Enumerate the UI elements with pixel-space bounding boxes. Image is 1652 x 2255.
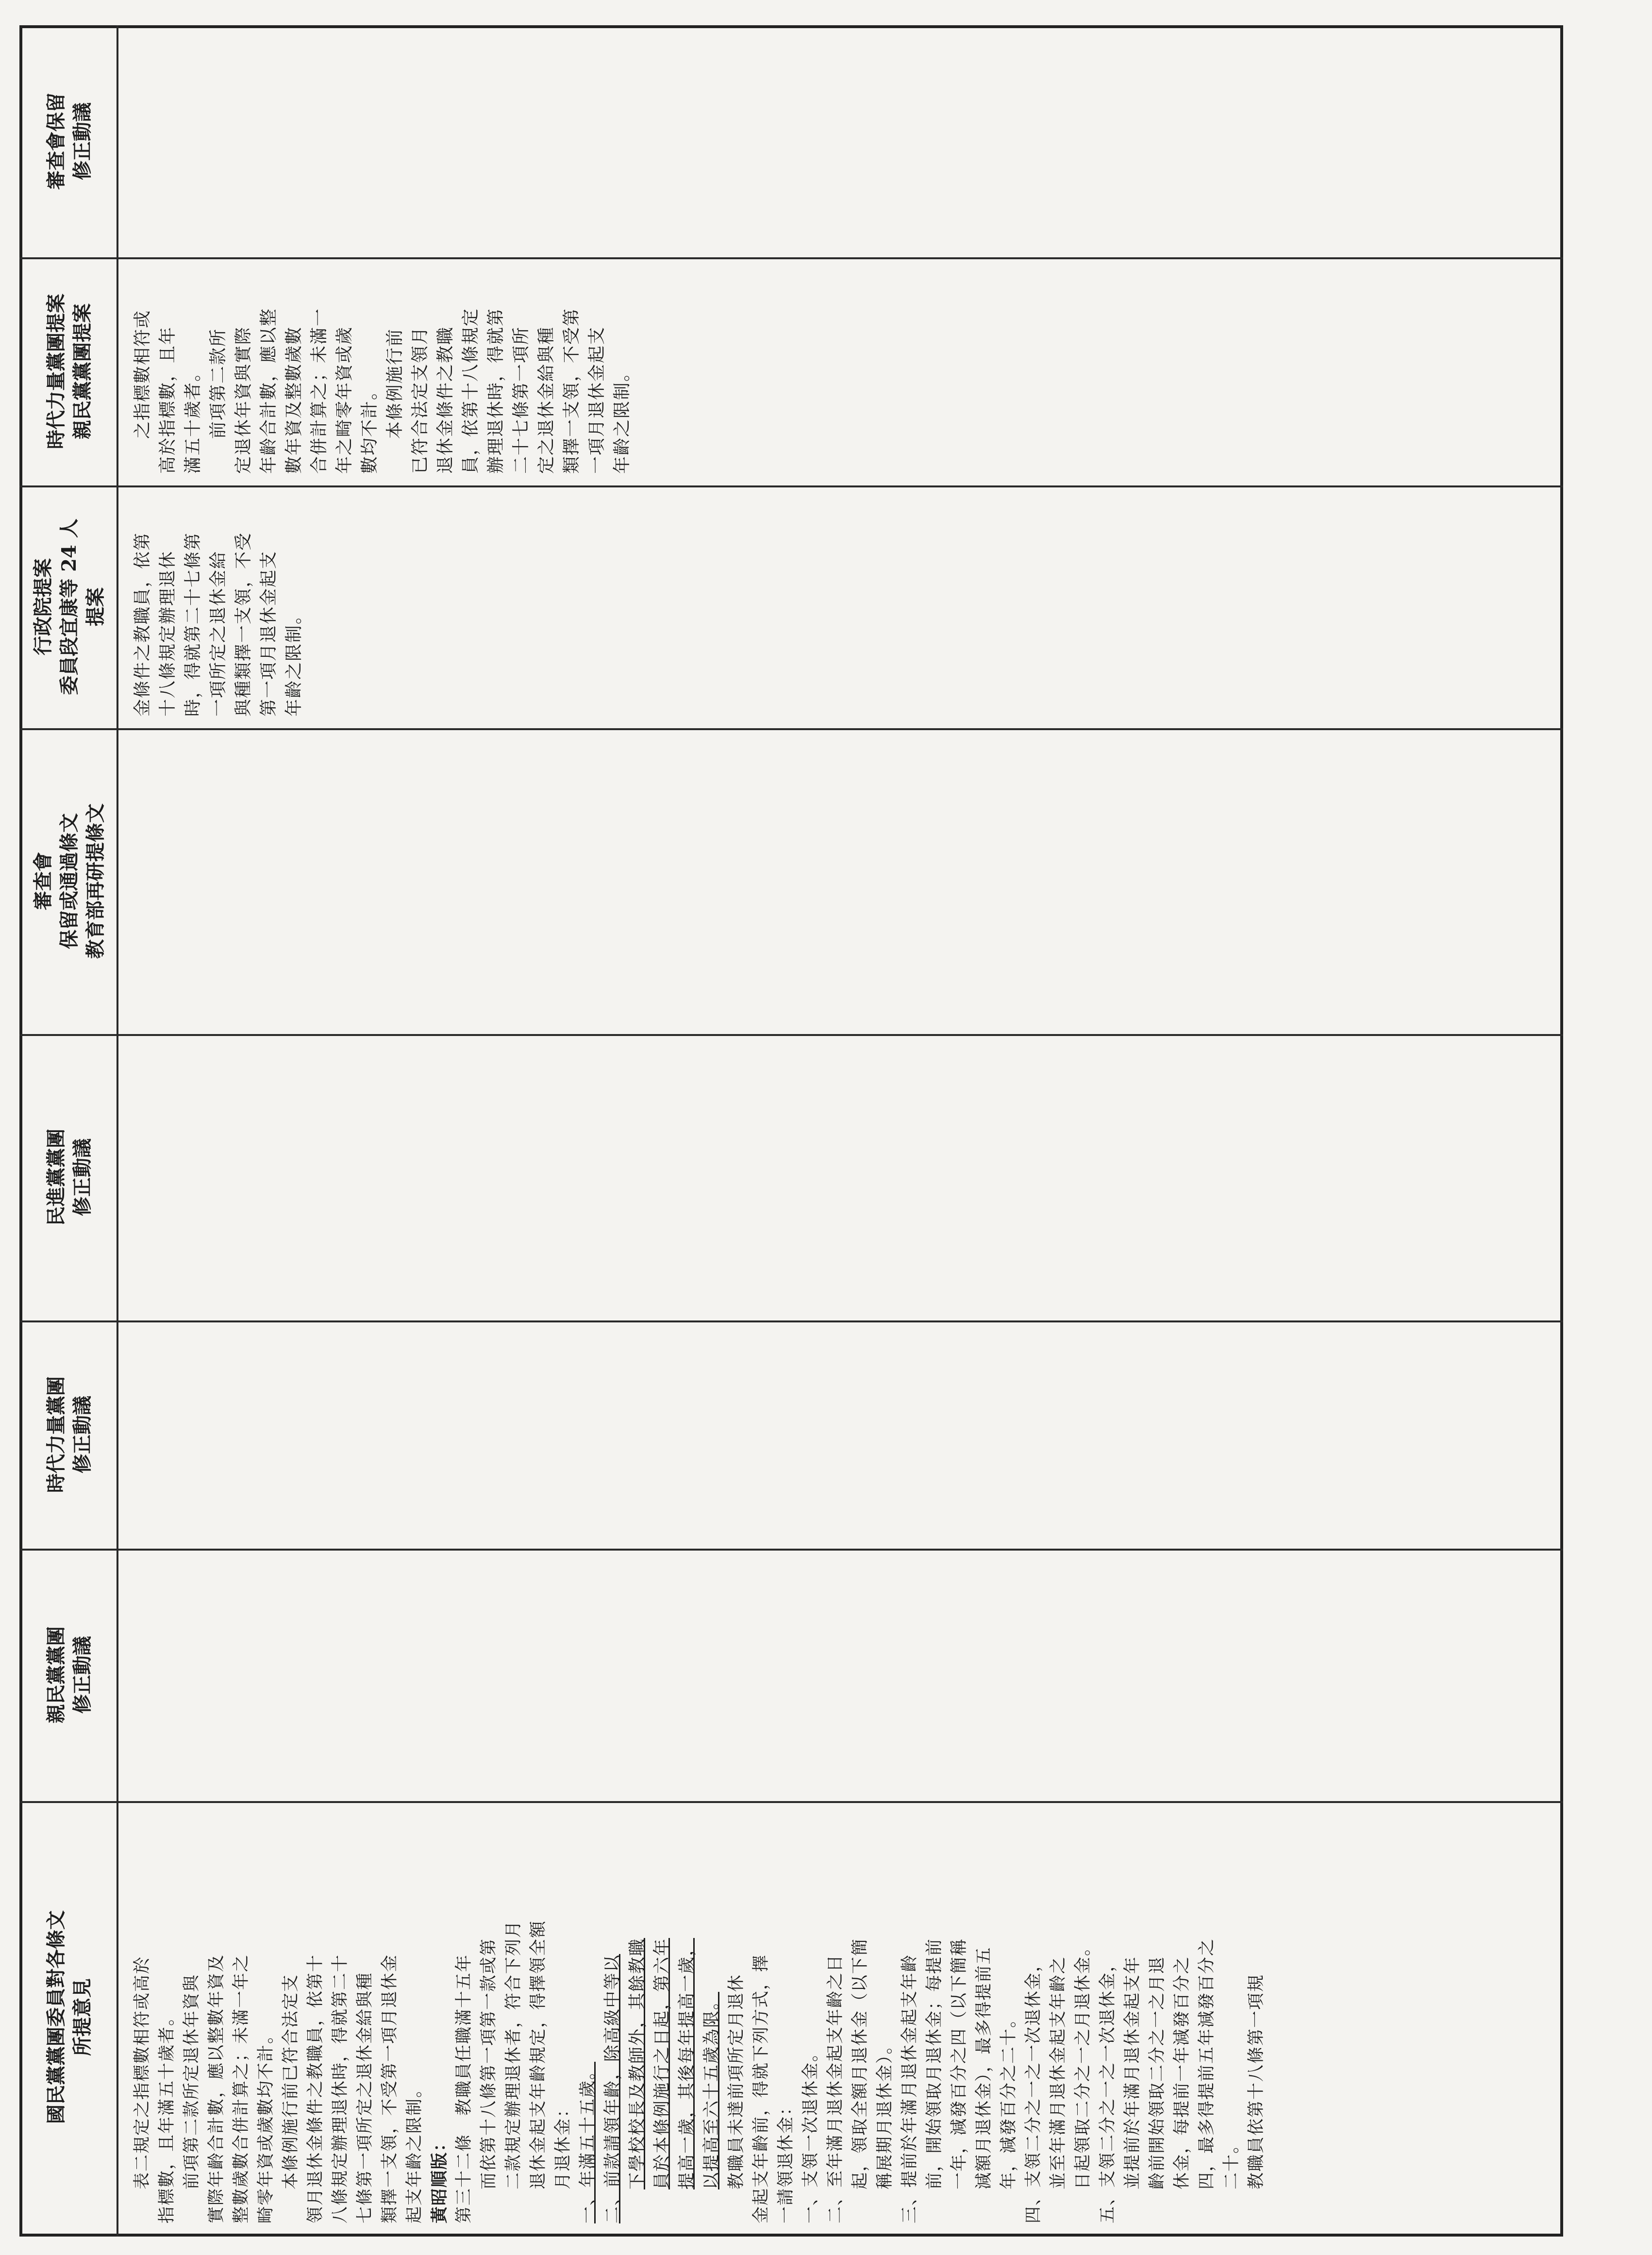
cell-npp-amend xyxy=(118,1322,1563,1549)
cell-kmt-opinion: 表二規定之指標數相符或高於 指標數，且年滿五十歲者。 前項第二款所定退休年資與 實際年齡合計數，應以整數年資及 整數歲數合併計算之；未滿一年之 畸零年資或歲數均不計。 本條例施行前已符合法定支 領月退休金條件之教職員，依第十 八條規定辦理退休時，得就第二十 七條第一項所定之退休金給與種 類擇一支領，不受第一項月退休金 起支年齡之限制。 黃昭順版： 第三十二條 教職員任職滿十五年 而依第十八條第一項第一款或第 二款規定辦理退休者，符合下列月 退休金起支年齡規定，得擇領全額 月退休金： 一、年滿五十五歲。 二、前款請領年齡，除高級中等以 下學校校長及教師外，其餘教職 員於本條例施行之日起，第六年 提高一歲，其後每年提高一歲， 以提高至六十五歲為限。 教職員未達前項所定月退休 金起支年齡前，得就下列方式，擇 一請領退休金： 一、支領一次退休金。 二、至年滿月退休金起支年齡之日 起，領取全額月退休金（以下簡 稱展期月退休金）。 三、提前於年滿月退休金起支年齡 前，開始領取月退休金；每提前 一年，減發百分之四（以下簡稱 減額月退休金），最多得提前五 年，減發百分之二十。 四、支領二分之一之一次退休金， 並至年滿月退休金起支年齡之 日起領取二分之一之月退休金。 五、支領二分之一之一次退休金， 並提前於年滿月退休金起支年 齡前開始領取二分之一之月退 休金，每提前一年減發百分之 四，最多得提前五年減發百分之 二十。 教職員依第十八條第一項規 xyxy=(133,1920,1266,2223)
header-reserved-amend: 審查會保留 修正動議 xyxy=(45,93,94,190)
header-npp-pfp-proposal: 時代力量黨團提案 親民黨黨團提案 xyxy=(45,294,94,449)
header-pfp-amend: 親民黨黨團 修正動議 xyxy=(45,1626,94,1723)
header-dpp-amend: 民進黨黨團 修正動議 xyxy=(45,1129,94,1226)
header-npp-amend: 時代力量黨團 修正動議 xyxy=(45,1376,94,1493)
cell-executive-proposal: 金條件之教職員，依第 十八條規定辦理退休 時，得就第二十七條第 一項所定之退休金給 與種類擇一支領，不受 第一項月退休金起支 年齡之限制。 xyxy=(133,532,304,717)
cell-pfp-amend xyxy=(118,1551,1563,1801)
header-executive-proposal: 行政院提案 委員段宜康等 24 人 提案 xyxy=(32,518,107,695)
cell-review-text xyxy=(118,730,1563,1034)
cell-npp-pfp-proposal: 之指標數相符或 高於指標數，且年 滿五十歲者。 前項第二款所 定退休年資與實際 年齡合計數，應以整 數年資及整數歲數 合併計算之；未滿一 年之畸零年資或歲 數均不計。 本條例施行前 已符合法定支領月 退休金條件之教職 員，依第十八條規定 辦理退休時，得就第 二十七條第一項所 定之退休金給與種 類擇一支領，不受第 一項月退休金起支 年齡之限制。 xyxy=(133,307,632,474)
cell-dpp-amend xyxy=(118,1036,1563,1320)
header-kmt-opinion: 國民黨黨團委員對各條文 所提意見 xyxy=(45,1910,94,2124)
header-review-text: 審查會 保留或通過條文 教育部再研提條文 xyxy=(32,803,107,959)
cell-reserved-amend xyxy=(118,27,1563,257)
